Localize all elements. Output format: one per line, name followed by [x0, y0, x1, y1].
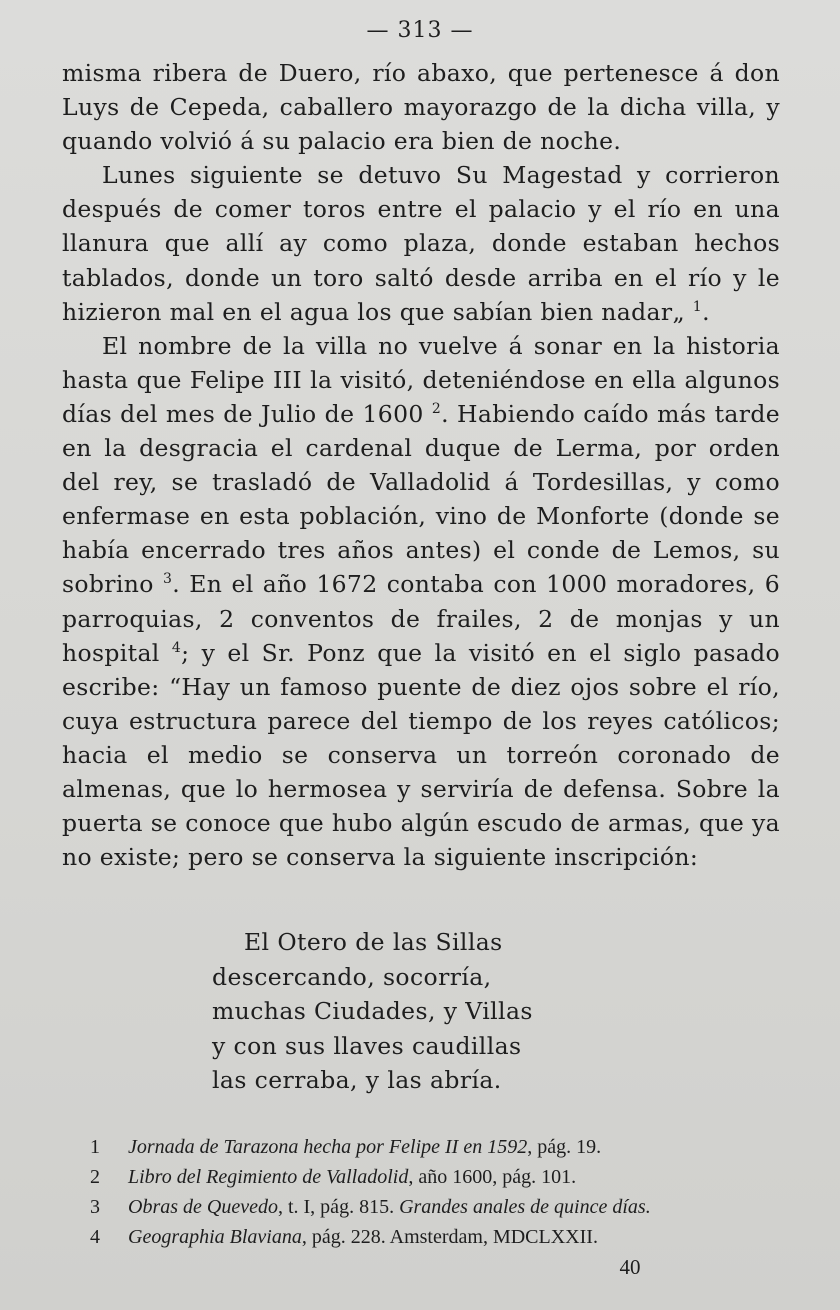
paragraph-3-seg-3: . En el año 1672 contaba con 1000 moradores, 6 parroquias, 2 conventos de frailes, 2 de monjas y un hospital	[62, 570, 780, 667]
body-text	[62, 56, 780, 874]
paragraph-2-text: Lunes siguiente se detuvo Su Magestad y corrieron después de comer toros entre el palacio y el río en una llanura que allí ay como plaza, donde estaban hechos tablados, donde un toro saltó desde arriba en el río y le hizieron mal en el agua los que sabían bien nadar„	[62, 161, 780, 326]
footnote-number: 1	[90, 1136, 100, 1158]
footnote-1	[90, 1132, 790, 1162]
paragraph-2	[62, 158, 780, 328]
footnote-number: 2	[90, 1166, 100, 1188]
footnote-3	[90, 1192, 790, 1222]
footnote-ref-1: 1	[692, 298, 703, 315]
footnote-title: Jornada de Tarazona hecha por Felipe II en 1592	[128, 1136, 528, 1158]
inscription-verse	[212, 925, 533, 1098]
footnote-title: Obras de Quevedo	[128, 1196, 278, 1218]
verse-line: muchas Ciudades, y Villas	[212, 997, 533, 1025]
page-number: — 313 —	[366, 18, 474, 43]
footnote-4	[90, 1222, 790, 1252]
footnote-2	[90, 1162, 790, 1192]
footnote-ref-4: 4	[171, 639, 182, 656]
footnote-ref-3: 3	[162, 571, 173, 588]
verse-line: y con sus llaves caudillas	[212, 1031, 522, 1060]
footnote-number: 4	[90, 1226, 100, 1248]
footnote-detail: , pág. 228. Amsterdam, MDCLXXII.	[301, 1226, 598, 1248]
footnote-title: Geographia Blaviana	[128, 1226, 302, 1248]
footnote-detail: , año 1600, pág. 101.	[408, 1166, 577, 1188]
verse-line: descercando, socorría,	[212, 962, 492, 991]
paragraph-1: misma ribera de Duero, río abaxo, que pertenesce á don Luys de Cepeda, caballero mayorazgo de la dicha villa, y quando volvió á su palacio era bien de noche.	[62, 59, 780, 156]
signature-mark: 40	[619, 1255, 641, 1279]
footnote-title: Libro del Regimiento de Valladolid	[128, 1166, 409, 1188]
paragraph-3-seg-1: El nombre de la villa no vuelve á sonar en la historia hasta que Felipe III la visitó, deteniéndose en ella algunos días del mes de Julio de 1600	[62, 331, 780, 428]
paragraph-3-seg-2: . Habiendo caído más tarde en la desgracia el cardenal duque de Lerma, por orden del rey, se trasladó de Valladolid á Tordesillas, y como enfermase en esta población, vino de Monforte (donde se había encerrado tres años antes) el conde de Lemos, su sobrino	[62, 399, 780, 599]
paragraph-2-end: .	[702, 297, 710, 326]
verse-line: El Otero de las Sillas	[244, 928, 503, 956]
verse-line: las cerraba, y las abría.	[212, 1066, 502, 1094]
footnotes	[90, 1132, 790, 1252]
footnote-title-2: Grandes anales de quince días.	[399, 1196, 651, 1218]
footnote-ref-2: 2	[431, 401, 442, 418]
paragraph-3-seg-4: ; y el Sr. Ponz que la visitó en el siglo pasado escribe: “Hay un famoso puente de diez ojos sobre el río, cuya estructura parece del tiempo de los reyes católicos; hacia el medio se conserva un torreón coronado de almenas, que lo hermosea y serviría de defensa. Sobre la puerta se conoce que hubo algún escudo de armas, que ya no existe; pero se conserva la siguiente inscripción:	[62, 638, 781, 872]
paragraph-3	[62, 329, 780, 875]
footnote-number: 3	[90, 1196, 100, 1218]
footnote-detail: , t. I, pág. 815.	[277, 1196, 400, 1218]
footnote-detail: , pág. 19.	[527, 1136, 602, 1158]
